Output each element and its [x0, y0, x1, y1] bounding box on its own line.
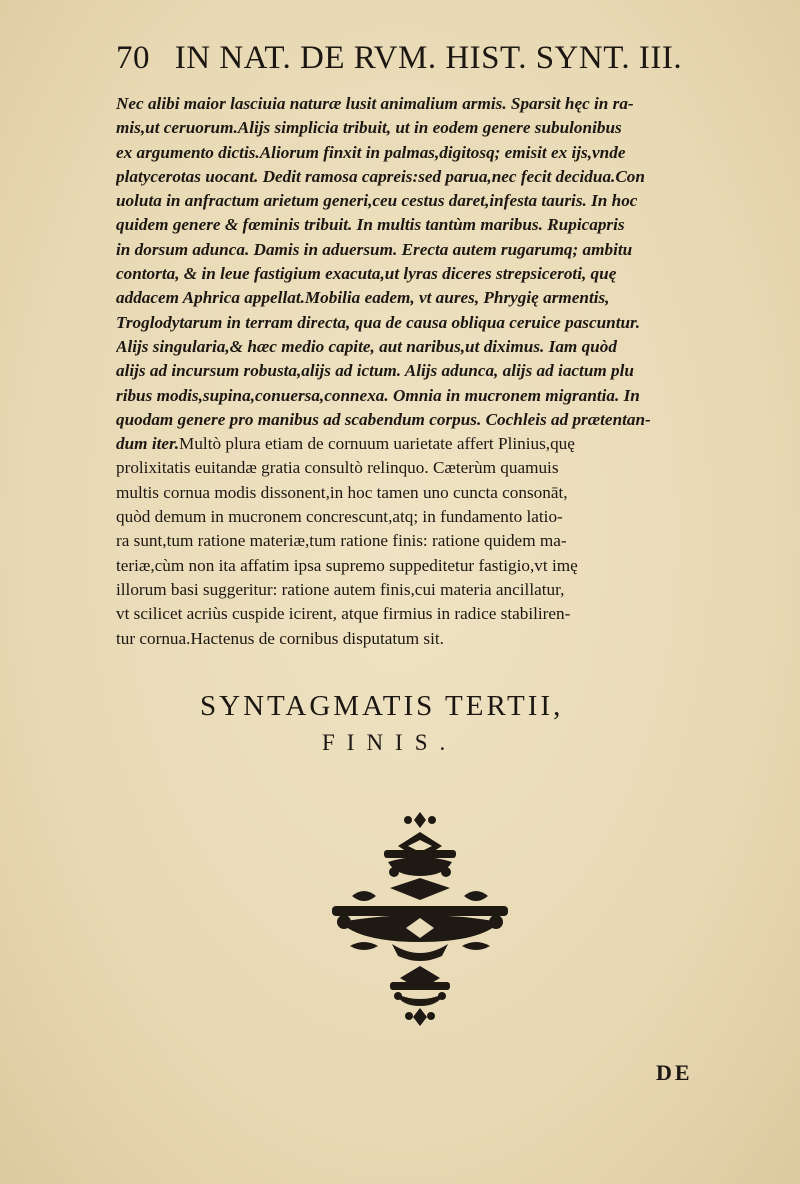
- italic-text: Nec alibi maior lasciuia naturæ lusit animalium armis. Sparsit hęc in ra-: [116, 94, 634, 113]
- roman-text: quòd demum in mucronem concrescunt,atq; in fundamento latio-: [116, 507, 563, 527]
- running-title: IN NAT. DE RVM. HIST. SYNT. III.: [174, 40, 683, 76]
- text-line: [116, 602, 708, 626]
- text-line: [116, 505, 708, 529]
- fleuron-ornament-icon: [310, 810, 530, 1030]
- text-line: [116, 408, 708, 432]
- roman-text: ra sunt,tum ratione materiæ,tum ratione finis: ratione quidem ma-: [116, 531, 567, 551]
- text-line: [116, 116, 708, 140]
- roman-text: prolixitatis euitandæ gratia consultò relinquo. Cæterùm quamuis: [116, 458, 559, 478]
- italic-text: addacem Aphrica appellat.Mobilia eadem, vt aures, Phrygię armentis,: [116, 288, 610, 308]
- italic-text: platycerotas uocant. Dedit ramosa capreis:sed parua,nec fecit decidua.Con: [116, 166, 645, 186]
- italic-text: contorta, & in leue fastigium exacuta,ut lyras diceres strepsiceroti, quę: [116, 264, 617, 284]
- body-text: [116, 92, 708, 651]
- syntagma-closing-title: SYNTAGMATIS TERTII,: [200, 690, 564, 722]
- roman-text: Multò plura etiam de cornuum uarietate affert Plinius,quę: [179, 434, 575, 454]
- text-line: [116, 456, 708, 480]
- catchword: DE: [656, 1060, 693, 1085]
- italic-text: Alijs singularia,& hæc medio capite, aut naribus,ut diximus. Iam quòd: [116, 336, 617, 356]
- text-line: [116, 141, 708, 165]
- text-line: [116, 627, 708, 651]
- italic-text: Troglodytarum in terram directa, qua de causa obliqua ceruice pascuntur.: [116, 312, 641, 332]
- italic-text: in dorsum adunca. Damis in aduersum. Erecta autem rugarumq; ambitu: [116, 239, 633, 259]
- text-line: [116, 189, 708, 213]
- text-line: [116, 311, 708, 335]
- text-line: [116, 481, 708, 505]
- roman-text: illorum basi suggeritur: ratione autem finis,cui materia ancillatur,: [116, 579, 565, 599]
- text-line: [116, 384, 708, 408]
- roman-text: teriæ,cùm non ita affatim ipsa supremo suppeditetur fastigio,vt imę: [116, 555, 578, 575]
- italic-text: ex argumento dictis.Aliorum finxit in palmas,digitosq; emisit ex ijs,vnde: [116, 142, 626, 162]
- roman-text: tur cornua.Hactenus de cornibus disputatum sit.: [116, 628, 444, 648]
- text-line: [116, 359, 708, 383]
- italic-text: quodam genere pro manibus ad scabendum corpus. Cochleis ad prætentan-: [116, 409, 651, 429]
- text-line: [116, 213, 708, 237]
- text-line: [116, 335, 708, 359]
- text-line: [116, 529, 708, 553]
- italic-text: mis,ut ceruorum.Alijs simplicia tribuit, ut in eodem genere subulonibus: [116, 118, 622, 138]
- italic-text: uoluta in anfractum arietum generi,ceu cestus daret,infesta tauris. In hoc: [116, 191, 638, 211]
- text-line: [116, 554, 708, 578]
- italic-text: quidem genere & fœminis tribuit. In multis tantùm maribus. Rupicapris: [116, 215, 625, 235]
- italic-text: dum iter.: [116, 434, 180, 454]
- roman-text: multis cornua modis dissonent,in hoc tamen uno cuncta consonāt,: [116, 482, 568, 502]
- text-line: [116, 165, 708, 189]
- italic-text: alijs ad incursum robusta,alijs ad ictum. Alijs adunca, alijs ad iactum plu: [116, 361, 634, 381]
- page-header: [116, 40, 716, 77]
- folio-number: 70: [116, 40, 150, 76]
- roman-text: vt scilicet acriùs cuspide icirent, atque firmius in radice stabiliren-: [116, 604, 571, 624]
- text-line: [116, 578, 708, 602]
- text-line: [116, 432, 708, 456]
- text-line: [116, 286, 708, 310]
- text-line: [116, 262, 708, 286]
- text-line: [116, 238, 708, 262]
- finis-word: FINIS.: [322, 730, 458, 755]
- text-line: [116, 92, 708, 116]
- italic-text: ribus modis,supina,conuersa,connexa. Omnia in mucronem migrantia. In: [116, 385, 640, 405]
